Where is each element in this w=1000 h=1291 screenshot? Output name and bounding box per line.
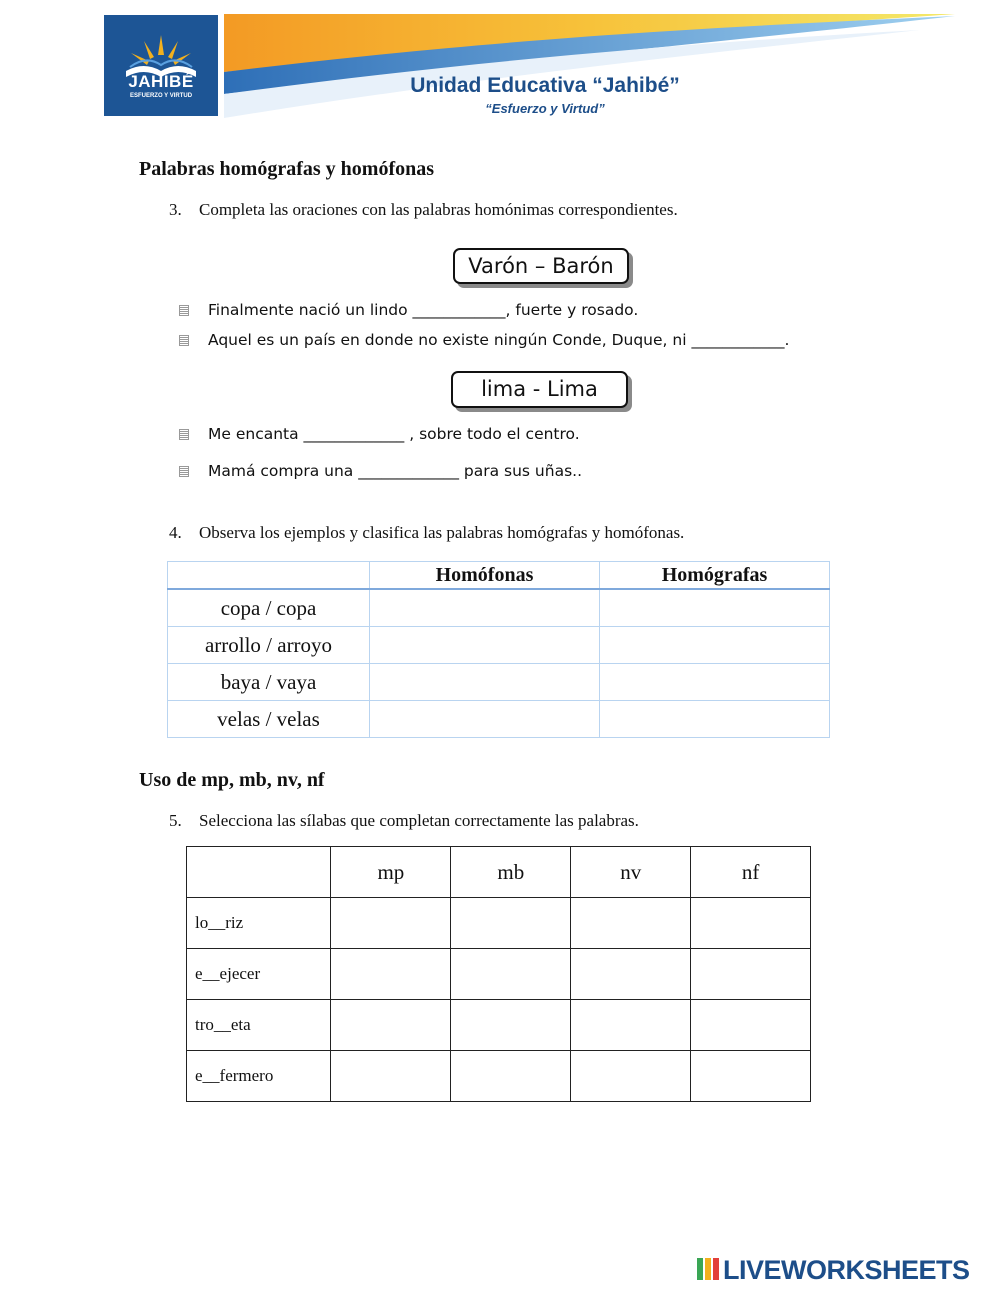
homofonas-drop-cell[interactable] (370, 627, 600, 664)
table-header-cell: Homógrafas (600, 562, 830, 590)
sentence-item (208, 331, 789, 349)
table-header-cell (187, 847, 331, 898)
section-title-homografas: Palabras homógrafas y homófonas (139, 158, 435, 180)
exercise-number: 3. (169, 200, 182, 219)
syllable-table (186, 846, 811, 1102)
table-header-cell (168, 562, 370, 590)
select-cell[interactable] (331, 1000, 451, 1051)
homografas-drop-cell[interactable] (600, 589, 830, 627)
select-cell[interactable] (571, 1000, 691, 1051)
select-cell[interactable] (451, 949, 571, 1000)
word-pair: arrollo / arroyo (168, 627, 370, 664)
word-box-varon-baron: Varón – Barón (453, 248, 629, 284)
exercise-4-instruction (169, 523, 684, 543)
instruction-text: Observa los ejemplos y clasifica las palabras homógrafas y homófonas. (199, 523, 685, 542)
table-row (187, 949, 811, 1000)
exercise-5-instruction (169, 811, 639, 831)
select-cell[interactable] (691, 898, 811, 949)
word-cell: e__ejecer (187, 949, 331, 1000)
liveworksheets-logo-icon (697, 1258, 719, 1280)
select-cell[interactable] (571, 949, 691, 1000)
table-header-cell: Homófonas (370, 562, 600, 590)
sentence-item (208, 425, 580, 443)
select-cell[interactable] (331, 898, 451, 949)
bullet-icon (179, 335, 189, 346)
table-row (187, 898, 811, 949)
homografas-drop-cell[interactable] (600, 664, 830, 701)
instruction-text: Selecciona las sílabas que completan correctamente las palabras. (199, 811, 639, 830)
exercise-number: 4. (169, 523, 182, 542)
sentence-item (208, 462, 582, 480)
table-header-row (187, 847, 811, 898)
table-row (168, 701, 830, 738)
logo-subtext: ESFUERZO Y VIRTUD (129, 93, 193, 99)
instruction-text: Completa las oraciones con las palabras homónimas correspondientes. (199, 200, 678, 219)
table-row (187, 1051, 811, 1102)
book-sun-icon (104, 15, 218, 116)
select-cell[interactable] (691, 1051, 811, 1102)
bullet-icon (179, 429, 189, 440)
homophone-table (167, 561, 830, 738)
select-cell[interactable] (451, 1000, 571, 1051)
sentence-text: Mamá compra una _____________ para sus uñas.. (208, 462, 582, 480)
select-cell[interactable] (571, 898, 691, 949)
table-header-cell: mb (451, 847, 571, 898)
bullet-icon (179, 305, 189, 316)
sentence-item (208, 301, 638, 319)
sentence-text: Me encanta _____________ , sobre todo el centro. (208, 425, 580, 443)
word-box-lima: lima - Lima (451, 371, 628, 408)
select-cell[interactable] (451, 1051, 571, 1102)
school-name: Unidad Educativa “Jahibé” (410, 74, 680, 97)
word-cell: lo__riz (187, 898, 331, 949)
word-cell: e__fermero (187, 1051, 331, 1102)
table-header-row (168, 562, 830, 590)
select-cell[interactable] (691, 949, 811, 1000)
table-header-cell: mp (331, 847, 451, 898)
word-pair: copa / copa (168, 589, 370, 627)
exercise-number: 5. (169, 811, 182, 830)
select-cell[interactable] (571, 1051, 691, 1102)
word-pair: velas / velas (168, 701, 370, 738)
select-cell[interactable] (331, 949, 451, 1000)
select-cell[interactable] (691, 1000, 811, 1051)
table-row (168, 664, 830, 701)
school-motto: “Esfuerzo y Virtud” (485, 101, 605, 116)
bullet-icon (179, 466, 189, 477)
homofonas-drop-cell[interactable] (370, 589, 600, 627)
select-cell[interactable] (331, 1051, 451, 1102)
homografas-drop-cell[interactable] (600, 701, 830, 738)
select-cell[interactable] (451, 898, 571, 949)
homofonas-drop-cell[interactable] (370, 701, 600, 738)
school-logo (104, 15, 218, 116)
table-row (187, 1000, 811, 1051)
table-header-cell: nv (571, 847, 691, 898)
logo-text: JAHIBÉ (128, 72, 194, 91)
liveworksheets-brand[interactable]: LIVEWORKSHEETS (723, 1255, 970, 1285)
homofonas-drop-cell[interactable] (370, 664, 600, 701)
table-row (168, 589, 830, 627)
sentence-text: Aquel es un país en donde no existe ningún Conde, Duque, ni ____________. (208, 331, 790, 349)
sentence-text: Finalmente nació un lindo ____________, fuerte y rosado. (208, 301, 639, 319)
homografas-drop-cell[interactable] (600, 627, 830, 664)
table-row (168, 627, 830, 664)
section-title-mp-mb: Uso de mp, mb, nv, nf (139, 769, 325, 791)
exercise-3-instruction (169, 200, 678, 220)
table-header-cell: nf (691, 847, 811, 898)
word-pair: baya / vaya (168, 664, 370, 701)
word-cell: tro__eta (187, 1000, 331, 1051)
